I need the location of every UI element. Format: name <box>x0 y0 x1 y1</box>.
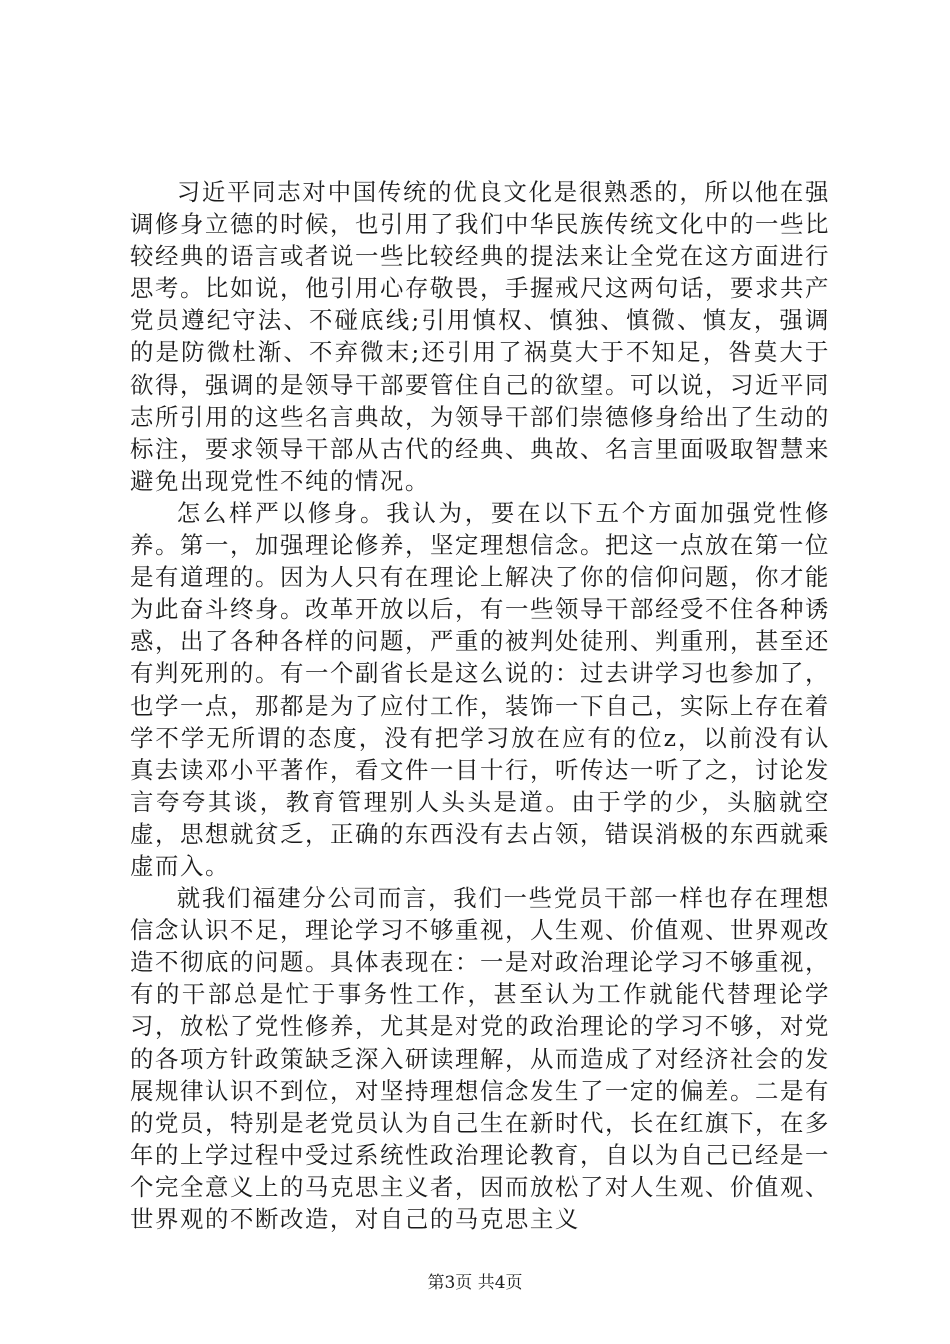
paragraph-2: 怎么样严以修身。我认为，要在以下五个方面加强党性修养。第一，加强理论修养，坚定理想信念。把这一点放在第一位是有道理的。因为人只有在理论上解决了你的信仰问题，你才能为此奋斗终身。改革开放以后，有一些领导干部经受不住各种诱惑，出了各种各样的问题，严重的被判处徒刑、判重刑，甚至还有判死刑的。有一个副省长是这么说的：过去讲学习也参加了，也学一点，那都是为了应付工作，装饰一下自己，实际上存在着学不学无所谓的态度，没有把学习放在应有的位z，以前没有认真去读邓小平著作，看文件一目十行，听传达一听了之，讨论发言夸夸其谈，教育管理别人头头是道。由于学的少，头脑就空虚，思想就贫乏，正确的东西没有去占领，错误消极的东西就乘虚而入。 <box>130 498 830 880</box>
document-body <box>130 176 830 1235</box>
page-number-footer: 第3页 共4页 <box>427 1273 523 1293</box>
paragraph-1: 习近平同志对中国传统的优良文化是很熟悉的，所以他在强调修身立德的时候，也引用了我们中华民族传统文化中的一些比较经典的语言或者说一些比较经典的提法来让全党在这方面进行思考。比如说，他引用心存敬畏，手握戒尺这两句话，要求共产党员遵纪守法、不碰底线;引用慎权、慎独、慎微、慎友，强调的是防微杜渐、不弃微末;还引用了祸莫大于不知足，咎莫大于欲得，强调的是领导干部要管住自己的欲望。可以说，习近平同志所引用的这些名言典故，为领导干部们崇德修身给出了生动的标注，要求领导干部从古代的经典、典故、名言里面吸取智慧来避免出现党性不纯的情况。 <box>130 178 830 495</box>
paragraph-3: 就我们福建分公司而言，我们一些党员干部一样也存在理想信念认识不足，理论学习不够重视，人生观、价值观、世界观改造不彻底的问题。具体表现在：一是对政治理论学习不够重视，有的干部总是忙于事务性工作，甚至认为工作就能代替理论学习，放松了党性修养，尤其是对党的政治理论的学习不够，对党的各项方针政策缺乏深入研读理解，从而造成了对经济社会的发展规律认识不到位，对坚持理想信念发生了一定的偏差。二是有的党员，特别是老党员认为自己生在新时代，长在红旗下，在多年的上学过程中受过系统性政治理论教育，自以为自己已经是一个完全意义上的马克思主义者，因而放松了对人生观、价值观、世界观的不断改造，对自己的马克思主义 <box>130 884 830 1233</box>
